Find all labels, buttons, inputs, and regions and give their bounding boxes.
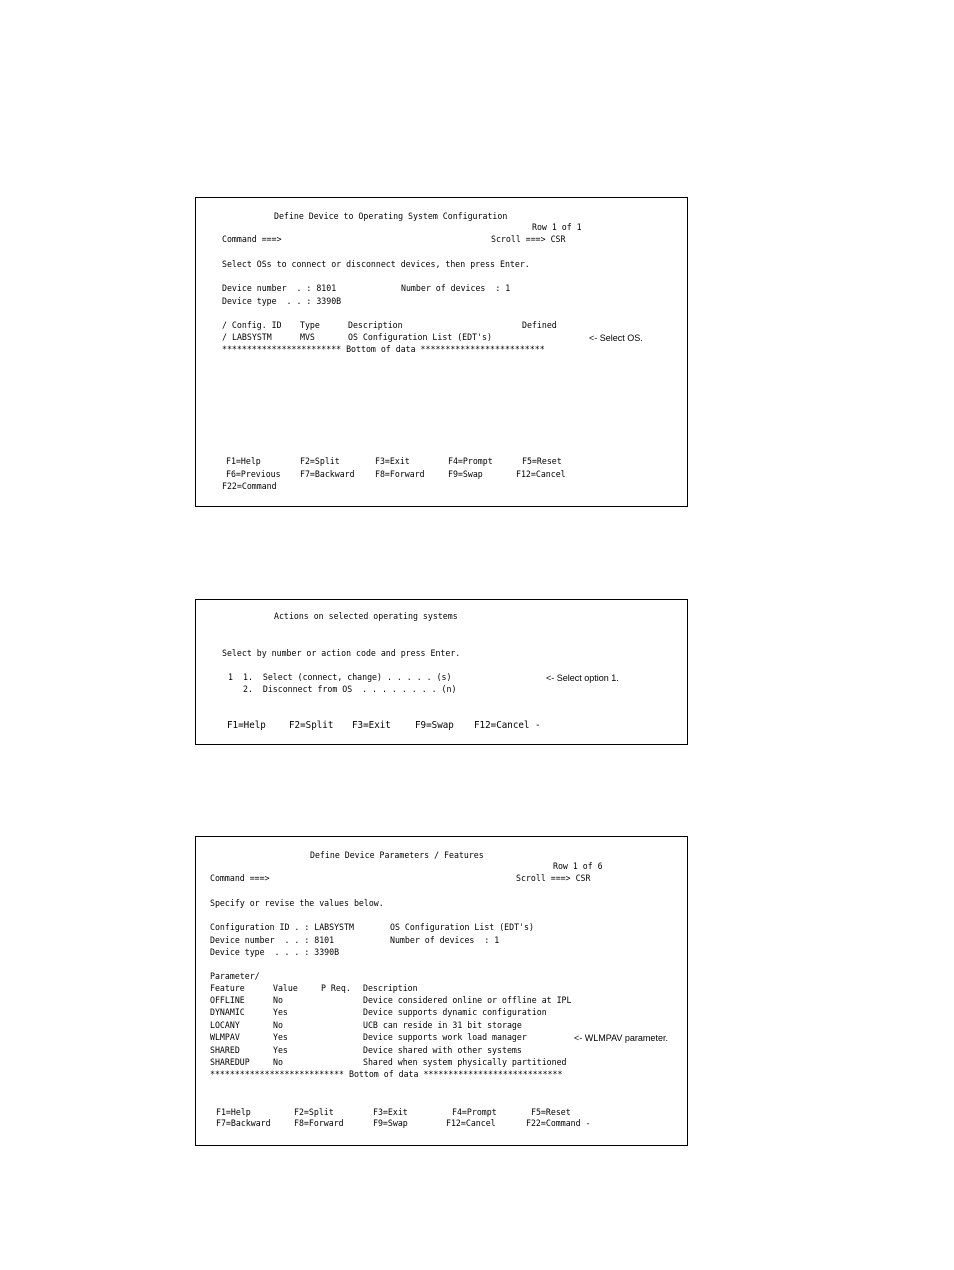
f22-command-key[interactable]: F22=Command - [526,1119,591,1129]
column-header-defined: Defined [522,321,557,331]
description-dynamic: Device supports dynamic configuration [363,1008,547,1018]
description-sharedup: Shared when system physically partitioned [363,1058,567,1068]
description-shared: Device shared with other systems [363,1046,522,1056]
row-type: MVS [300,333,315,343]
instruction-text: Select by number or action code and press Enter. [222,649,461,659]
f3-exit-key[interactable]: F3=Exit [352,720,391,731]
define-device-parameters-panel [195,836,688,1146]
instruction-text: Select OSs to connect or disconnect devices, then press Enter. [222,260,530,270]
feature-sharedup: SHAREDUP [210,1058,250,1068]
device-number: Device number . . : 8101 [210,936,335,946]
bottom-of-data: *************************** Bottom of data **************************** [210,1070,563,1080]
select-option-annotation: <- Select option 1. [546,673,619,683]
command-label: Command ===> [222,235,282,245]
column-header-parameter: Parameter/ [210,972,260,982]
option-disconnect[interactable]: 2. Disconnect from OS . . . . . . . . (n) [243,685,457,695]
command-input[interactable] [284,874,497,884]
f6-previous-key[interactable]: F6=Previous [226,470,281,480]
column-header-feature: Feature [210,984,245,994]
f4-prompt-key[interactable]: F4=Prompt [448,457,493,467]
feature-wlmpav: WLMPAV [210,1033,240,1043]
f8-forward-key[interactable]: F8=Forward [294,1119,344,1129]
command-label: Command ===> [210,874,270,884]
device-type: Device type . . . : 3390B [210,948,340,958]
f2-split-key[interactable]: F2=Split [300,457,340,467]
f4-prompt-key[interactable]: F4=Prompt [452,1108,497,1118]
column-header-description: Description [363,984,418,994]
number-of-devices: Number of devices : 1 [390,936,500,946]
command-input[interactable] [296,235,471,245]
option-select-connect[interactable]: 1. Select (connect, change) . . . . . (s) [243,673,452,683]
feature-shared: SHARED [210,1046,240,1056]
value-sharedup-input[interactable]: No [273,1058,283,1068]
f7-backward-key[interactable]: F7=Backward [216,1119,271,1129]
f12-cancel-key[interactable]: F12=Cancel [446,1119,496,1129]
row-info: Row 1 of 6 [553,862,603,872]
f1-help-key[interactable]: F1=Help [227,720,266,731]
column-header-p-req: P Req. [321,984,351,994]
f1-help-key[interactable]: F1=Help [226,457,261,467]
device-number: Device number . : 8101 [222,284,337,294]
description-wlmpav: Device supports work load manager [363,1033,527,1043]
f5-reset-key[interactable]: F5=Reset [522,457,562,467]
feature-dynamic: DYNAMIC [210,1008,245,1018]
row-info: Row 1 of 1 [532,223,582,233]
f9-swap-key[interactable]: F9=Swap [415,720,454,731]
f22-command-key[interactable]: F22=Command [222,482,277,492]
column-header-type: Type [300,321,320,331]
device-type: Device type . . : 3390B [222,297,342,307]
f2-split-key[interactable]: F2=Split [294,1108,334,1118]
description-locany: UCB can reside in 31 bit storage [363,1021,522,1031]
scroll-field[interactable]: Scroll ===> CSR [516,874,591,884]
description-offline: Device considered online or offline at IPL [363,996,572,1006]
f12-cancel-key[interactable]: F12=Cancel - [474,720,541,731]
scroll-field[interactable]: Scroll ===> CSR [491,235,566,245]
panel-title: Define Device Parameters / Features [310,851,484,861]
f2-split-key[interactable]: F2=Split [289,720,334,731]
define-device-to-os-panel [195,197,688,507]
feature-locany: LOCANY [210,1021,240,1031]
f7-backward-key[interactable]: F7=Backward [300,470,355,480]
selection-input[interactable]: 1 [228,673,233,683]
value-shared-input[interactable]: Yes [273,1046,288,1056]
column-header-value: Value [273,984,298,994]
actions-on-selected-os-panel [195,599,688,745]
f8-forward-key[interactable]: F8=Forward [375,470,425,480]
configuration-description: OS Configuration List (EDT's) [390,923,534,933]
feature-offline: OFFLINE [210,996,245,1006]
f1-help-key[interactable]: F1=Help [216,1108,251,1118]
column-header-description: Description [348,321,403,331]
instruction-text: Specify or revise the values below. [210,899,384,909]
bottom-of-data: ************************ Bottom of data ************************* [222,345,545,355]
value-offline-input[interactable]: No [273,996,283,1006]
panel-title: Define Device to Operating System Configuration [274,212,508,222]
number-of-devices: Number of devices : 1 [401,284,511,294]
f12-cancel-key[interactable]: F12=Cancel [516,470,566,480]
f5-reset-key[interactable]: F5=Reset [531,1108,571,1118]
row-config-id: LABSYSTM [232,333,272,343]
value-wlmpav-input[interactable]: Yes [273,1033,288,1043]
f3-exit-key[interactable]: F3=Exit [375,457,410,467]
row-select-input[interactable]: / [222,333,227,343]
value-dynamic-input[interactable]: Yes [273,1008,288,1018]
row-description: OS Configuration List (EDT's) [348,333,492,343]
panel-title: Actions on selected operating systems [274,612,458,622]
f9-swap-key[interactable]: F9=Swap [373,1119,408,1129]
f9-swap-key[interactable]: F9=Swap [448,470,483,480]
select-os-annotation: <- Select OS. [589,333,643,343]
column-header-config-id: / Config. ID [222,321,282,331]
wlmpav-annotation: <- WLMPAV parameter. [574,1033,668,1043]
configuration-id: Configuration ID . : LABSYSTM [210,923,354,933]
f3-exit-key[interactable]: F3=Exit [373,1108,408,1118]
value-locany-input[interactable]: No [273,1021,283,1031]
